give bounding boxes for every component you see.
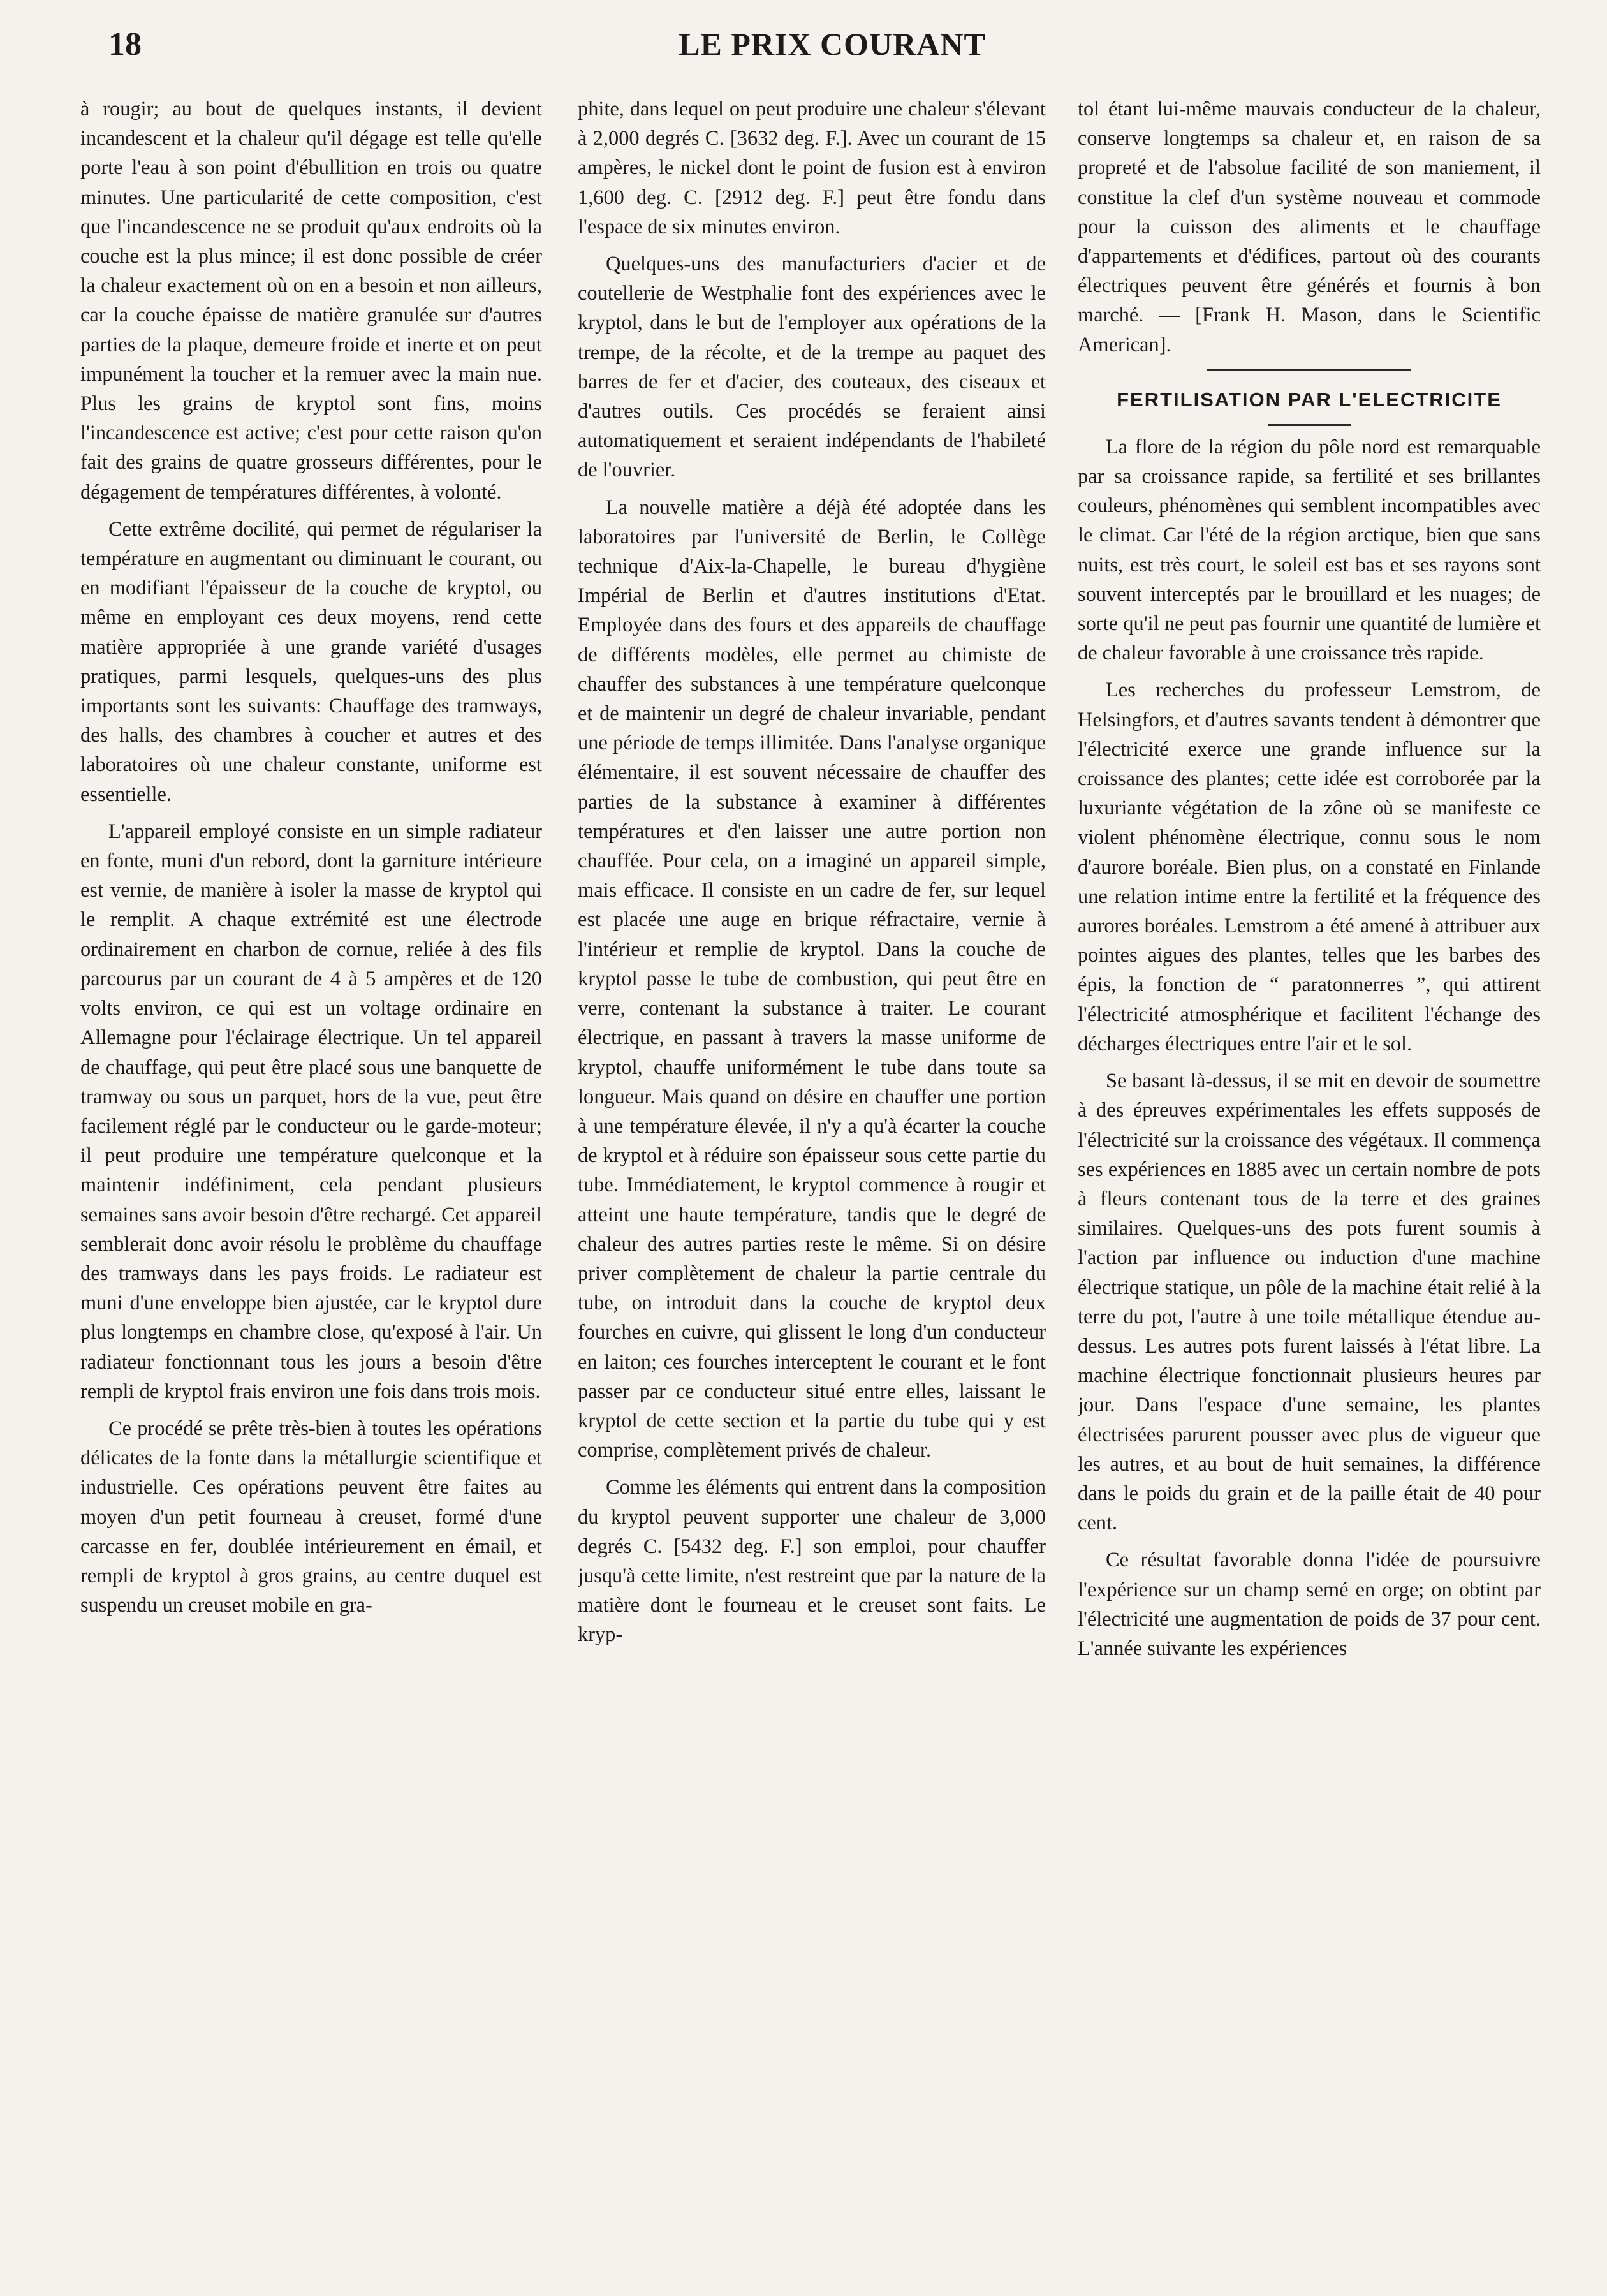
paragraph: L'appareil employé consiste en un simple radiateur en fonte, muni d'un rebord, dont la garniture intérieure est vernie, de manière à isoler la masse de kryptol qui le remplit. A chaque extrémité est une électrode ordinairement en charbon de cornue, reliée à des fils parcourus par un courant de 4 à 5 ampères et de 120 volts environ, ce qui est un voltage ordinaire en Allemagne pour l'éclairage électrique. Un tel appareil de chauffage, qui peut être placé sous une banquette de tramway ou sous un parquet, hors de la vue, peut être facilement réglé par le conducteur ou le garde-moteur; il peut produire une température quelconque et la maintenir indéfiniment, cela pendant plusieurs semaines sans avoir besoin d'être rechargé. Cet appareil semblerait donc avoir résolu le problème du chauffage des tramways dans les pays froids. Le radiateur est muni d'une enveloppe bien ajustée, car le kryptol dure plus longtemps en chambre close, qu'exposé à l'air. Un radiateur fonctionnant tous les jours a besoin d'être rempli de kryptol frais environ une fois dans trois mois. (80, 820, 542, 1403)
paragraph: Comme les éléments qui entrent dans la composition du kryptol peuvent supporter une chaleur de 3,000 degrés C. [5432 deg. F.] son emploi, pour chauffer jusqu'à cette limite, n'est restreint que par la nature de la matière dont le fourneau et le creuset sont faits. Le kryp- (578, 1476, 1046, 1647)
page-header (108, 26, 1556, 70)
paragraph: à rougir; au bout de quelques instants, il devient incandescent et la chaleur qu'il dégage est telle qu'elle porte l'eau à son point d'ébullition en trois ou quatre minutes. Une particularité de cette composition, c'est que l'incandescence ne se produit qu'aux endroits où la couche est la plus mince; il est donc possible de créer la chaleur exactement où on en a besoin et non ailleurs, car la couche épaisse de matière granulée sur d'autres parties de la plaque, demeure froide et inerte et on peut impunément la toucher et la remuer avec la main nue. Plus les grains de kryptol sont fins, moins l'incandescence est active; c'est pour cette raison qu'on fait des grains de quatre grosseurs différentes, pour le dégagement de températures différentes, à volonté. (80, 98, 542, 504)
section-heading: FERTILISATION PAR L'ELECTRICITE (1117, 388, 1502, 411)
paragraph: Ce procédé se prête très-bien à toutes les opérations délicates de la fonte dans la métallurgie scientifique et industrielle. Ces opérations peuvent être faites au moyen d'un petit fourneau à creuset, formé d'une carcasse en fer, doublée intérieurement en émail, et rempli de kryptol à gros grains, au centre duquel est suspendu un creuset mobile en gra- (80, 1417, 542, 1617)
journal-title: LE PRIX COURANT (679, 26, 986, 62)
paragraph: La flore de la région du pôle nord est remarquable par sa croissance rapide, sa fertilité et ses brillantes couleurs, phénomènes qui semblent incompatibles avec le climat. Car l'été de la région arctique, bien que sans nuits, est très court, le soleil est bas et ses rayons sont souvent interceptés par le brouillard et les nuages; de sorte qu'il ne peut pas fournir une quantité de lumière et de chaleur favorable à une croissance très rapide. (1078, 435, 1541, 665)
paragraph: tol étant lui-même mauvais conducteur de la chaleur, conserve longtemps sa chaleur et, en raison de sa propreté et de l'absolue facilité de son maniement, il constitue la clef d'un système nouveau et commode pour la cuisson des aliments et le chauffage d'appartements et d'édifices, partout où des courants électriques peuvent être générés et fournis à bon marché. — [Frank H. Mason, dans le Scientific American]. (1078, 98, 1541, 357)
paragraph: Les recherches du professeur Lemstrom, de Helsingfors, et d'autres savants tendent à démontrer que l'électricité exerce une grande influence sur la croissance des plantes; cette idée est corroborée par la luxuriante végétation de la zône où se manifeste ce violent phénomène électrique, connu sous le nom d'aurore boréale. Bien plus, on a constaté en Finlande une relation intime entre la fertilité et la fréquence des aurores boréales. Lemstrom a été amené à attribuer aux pointes aigues des plantes, telles que les barbes des épis, la fonction de “ paratonnerres ”, qui attirent l'électricité atmosphérique et facilitent l'échange des décharges électriques entre l'air et le sol. (1078, 679, 1541, 1056)
paragraph: Se basant là-dessus, il se mit en devoir de soumettre à des épreuves expérimentales les effets supposés de l'électricité sur la croissance des végétaux. Il commença ses expériences en 1885 avec un certain nombre de pots à fleurs contenant tous de la terre et des graines similaires. Quelques-uns des pots furent soumis à l'action par influence ou induction d'une machine électrique statique, un pôle de la machine était relié à la terre du pot, l'autre à une toile métallique étendue au-dessus. Les autres pots furent laissés à l'état libre. La machine électrique fonctionnait plusieurs heures par jour. Dans l'espace d'une semaine, les plantes électrisées parurent pousser avec plus de vigueur que les autres, et au bout de huit semaines, la différence dans le poids du grain et de la paille était de 40 pour cent. (1078, 1070, 1541, 1535)
paragraph: phite, dans lequel on peut produire une chaleur s'élevant à 2,000 degrés C. [3632 deg. F.]. Avec un courant de 15 ampères, le nickel dont le point de fusion est à environ 1,600 deg. C. [2912 deg. F.] peut être fondu dans l'espace de six minutes environ. (578, 98, 1046, 239)
column-1 (80, 94, 542, 2218)
section-divider (1207, 369, 1411, 371)
paragraph: Ce résultat favorable donna l'idée de poursuivre l'expérience sur un champ semé en orge; on obtint par l'électricité une augmentation de poids de 37 pour cent. L'année suivante les expériences (1078, 1549, 1541, 1660)
paragraph: Cette extrême docilité, qui permet de régulariser la température en augmentant ou diminuant le courant, ou en modifiant l'épaisseur de la couche de kryptol, ou même en employant ces deux moyens, rend cette matière appropriée à une grande variété d'usages pratiques, parmi lesquels, quelques-uns des plus importants sont les suivants: Chauffage des tramways, des halls, des chambres à coucher et autres et des laboratoires où une chaleur constante, uniforme est essentielle. (80, 517, 542, 806)
column-3 (1078, 94, 1541, 2218)
page-number: 18 (108, 26, 142, 63)
paragraph: Quelques-uns des manufacturiers d'acier et de coutellerie de Westphalie font des expériences avec le kryptol, dans le but de l'employer aux opérations de la trempe, de la récolte, et de la trempe au paquet des barres de fer et d'acier, des couteaux, des ciseaux et d'autres outils. Ces procédés se feraient ainsi automatiquement et seraient indépendants de l'habileté de l'ouvrier. (578, 253, 1046, 482)
paragraph: La nouvelle matière a déjà été adoptée dans les laboratoires par l'université de Berlin, le Collège technique d'Aix-la-Chapelle, le bureau d'hygiène Impérial de Berlin et d'autres institutions d'Etat. Employée dans des fours et des appareils de chauffage de différents modèles, elle permet au chimiste de chauffer des substances à une température quelconque et de maintenir un degré de chaleur invariable, pendant une période de temps illimitée. Dans l'analyse organique élémentaire, il est souvent nécessaire de chauffer des parties de la substance à examiner à différentes températures et d'en laisser une autre portion non chauffée. Pour cela, on a imaginé un appareil simple, mais efficace. Il consiste en un cadre de fer, sur lequel est placée une auge en brique réfractaire, vernie à l'intérieur et remplie de kryptol. Dans la couche de kryptol passe le tube de combustion, qui peut être en verre, contenant la substance à traiter. Le courant électrique, en passant à travers la masse uniforme de kryptol, chauffe uniformément le tube dans toute sa longueur. Mais quand on désire en chauffer une portion à une température élevée, il n'y a qu'à écarter la couche de kryptol et à réduire son épaisseur sous cette partie du tube. Immédiatement, le kryptol commence à rougir et atteint une haute température, tandis que le degré de chaleur des autres parties reste le même. Si on désire priver complètement de chaleur la partie centrale du tube, on introduit dans la couche de kryptol deux fourches en cuivre, qui glissent le long d'un conducteur en laiton; ces fourches interceptent le courant et le font passer par ce conducteur situé entre elles, laissant le kryptol de cette section et la partie du tube qui y est comprise, complètement privés de chaleur. (578, 496, 1046, 1462)
section-underline (1268, 424, 1351, 426)
column-2 (578, 94, 1046, 2218)
